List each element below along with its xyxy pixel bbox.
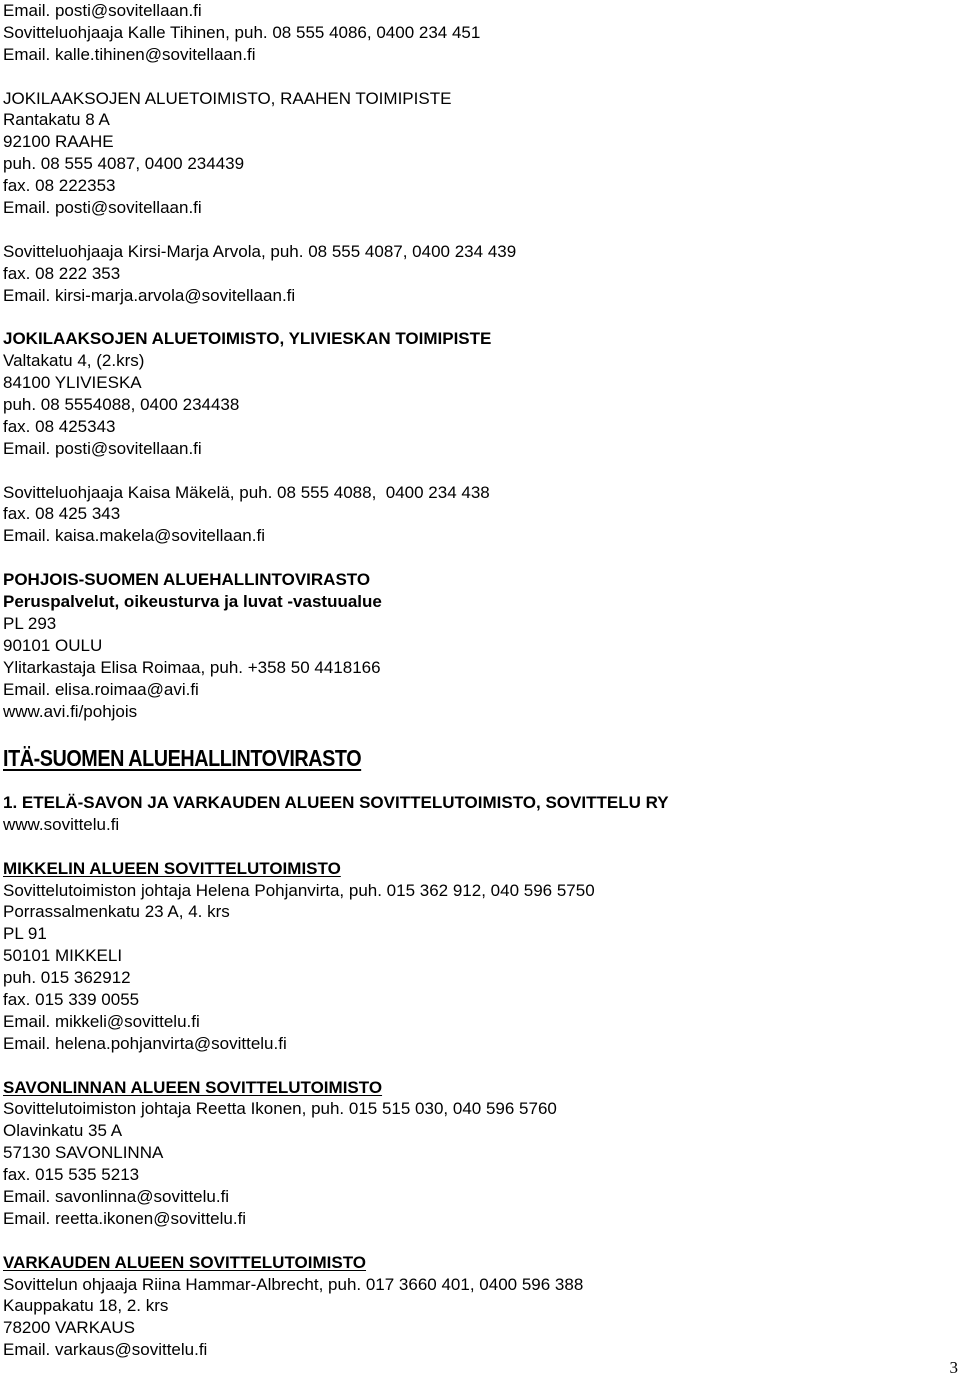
office-heading: JOKILAAKSOJEN ALUETOIMISTO, YLIVIESKAN TOIMIPISTE	[3, 329, 492, 349]
text-line: Kauppakatu 18, 2. krs	[3, 1296, 169, 1316]
text-line: www.sovittelu.fi	[3, 814, 120, 834]
text-line: puh. 08 555 4087, 0400 234439	[3, 154, 245, 174]
office-heading: SAVONLINNAN ALUEEN SOVITTELUTOIMISTO	[3, 1077, 383, 1097]
text-line: fax. 08 425 343	[3, 504, 121, 524]
agency-heading: POHJOIS-SUOMEN ALUEHALLINTOVIRASTO	[3, 570, 371, 590]
text-line: fax. 015 535 5213	[3, 1165, 140, 1185]
text-line: Sovittelutoimiston johtaja Helena Pohjanvirta, puh. 015 362 912, 040 596 5750	[3, 880, 595, 900]
text-line: Sovittelutoimiston johtaja Reetta Ikonen, puh. 015 515 030, 040 596 5760	[3, 1099, 557, 1119]
text-line: Email. elisa.roimaa@avi.fi	[3, 679, 199, 699]
text-line: Email. posti@sovitellaan.fi	[3, 438, 202, 458]
office-heading: JOKILAAKSOJEN ALUETOIMISTO, RAAHEN TOIMIPISTE	[3, 88, 452, 108]
text-line: Email. reetta.ikonen@sovittelu.fi	[3, 1208, 247, 1228]
text-line: 84100 YLIVIESKA	[3, 373, 142, 393]
text-line: Email. kaisa.makela@sovitellaan.fi	[3, 526, 265, 546]
text-line: fax. 08 222353	[3, 176, 116, 196]
text-line: Email. varkaus@sovittelu.fi	[3, 1340, 208, 1360]
text-line: Sovitteluohjaaja Kalle Tihinen, puh. 08 555 4086, 0400 234 451	[3, 22, 481, 42]
section-title: ITÄ-SUOMEN ALUEHALLINTOVIRASTO	[3, 745, 362, 771]
text-line: 90101 OULU	[3, 635, 103, 655]
text-line: PL 293	[3, 613, 57, 633]
page-number: 3	[949, 1358, 958, 1377]
text-line: Email. posti@sovitellaan.fi	[3, 198, 202, 218]
text-line: puh. 08 5554088, 0400 234438	[3, 395, 240, 415]
text-line: Valtakatu 4, (2.krs)	[3, 351, 145, 371]
text-line: PL 91	[3, 924, 47, 944]
office-heading: VARKAUDEN ALUEEN SOVITTELUTOIMISTO	[3, 1252, 367, 1272]
text-line: Email. kirsi-marja.arvola@sovitellaan.fi	[3, 285, 296, 305]
text-line: 57130 SAVONLINNA	[3, 1143, 164, 1163]
text-line: Email. savonlinna@sovittelu.fi	[3, 1187, 230, 1207]
text-line: 50101 MIKKELI	[3, 946, 123, 966]
text-line: Ylitarkastaja Elisa Roimaa, puh. +358 50 4418166	[3, 657, 381, 677]
text-line: Olavinkatu 35 A	[3, 1121, 123, 1141]
text-line: www.avi.fi/pohjois	[3, 701, 138, 721]
agency-subheading: Peruspalvelut, oikeusturva ja luvat -vastuualue	[3, 592, 382, 612]
text-line: fax. 08 222 353	[3, 263, 121, 283]
text-line: 92100 RAAHE	[3, 132, 114, 152]
text-line: Rantakatu 8 A	[3, 110, 110, 130]
text-line: puh. 015 362912	[3, 968, 131, 988]
office-heading: 1. ETELÄ-SAVON JA VARKAUDEN ALUEEN SOVITTELUTOIMISTO, SOVITTELU RY	[3, 793, 669, 812]
text-line: Email. mikkeli@sovittelu.fi	[3, 1011, 200, 1031]
document-page-part2	[3, 792, 953, 1361]
office-heading: MIKKELIN ALUEEN SOVITTELUTOIMISTO	[3, 858, 341, 878]
text-line: Sovittelun ohjaaja Riina Hammar-Albrecht, puh. 017 3660 401, 0400 596 388	[3, 1274, 584, 1294]
text-line: Sovitteluohjaaja Kaisa Mäkelä, puh. 08 555 4088, 0400 234 438	[3, 482, 490, 502]
document-page-part1	[3, 0, 953, 722]
text-line: Email. helena.pohjanvirta@sovittelu.fi	[3, 1033, 287, 1053]
text-line: fax. 015 339 0055	[3, 990, 140, 1010]
text-line: Email. posti@sovitellaan.fi	[3, 1, 202, 20]
text-line: Email. kalle.tihinen@sovitellaan.fi	[3, 44, 256, 64]
text-line: Porrassalmenkatu 23 A, 4. krs	[3, 902, 230, 922]
text-line: fax. 08 425343	[3, 416, 116, 436]
text-line: 78200 VARKAUS	[3, 1318, 135, 1338]
text-line: Sovitteluohjaaja Kirsi-Marja Arvola, puh. 08 555 4087, 0400 234 439	[3, 241, 517, 261]
